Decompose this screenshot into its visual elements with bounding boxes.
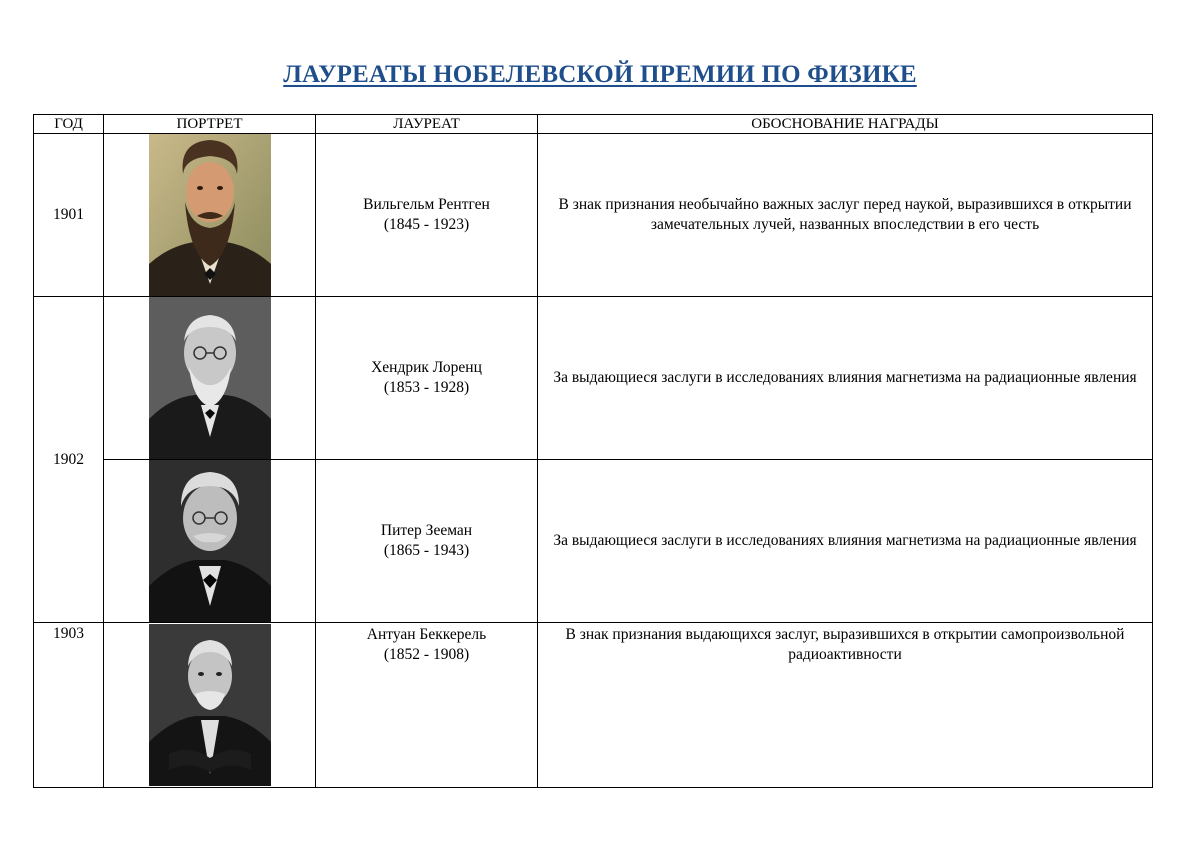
laureates-table [33,114,1153,788]
portrait-cell [104,134,316,297]
year-cell: 1903 [34,623,104,788]
portrait-lorentz [149,297,271,459]
portrait-becquerel [149,624,271,786]
portrait-cell [104,460,316,623]
portrait-cell [104,623,316,788]
header-laureate: ЛАУРЕАТ [316,115,538,134]
laureate-years: (1865 - 1943) [383,542,470,559]
laureate-name: Хендрик Лоренц [371,359,482,376]
page-title: ЛАУРЕАТЫ НОБЕЛЕВСКОЙ ПРЕМИИ ПО ФИЗИКЕ [283,61,917,88]
laureate-cell [316,297,538,460]
laureate-cell [316,623,538,788]
table-row [34,460,1153,623]
header-reason: ОБОСНОВАНИЕ НАГРАДЫ [538,115,1153,134]
year-cell: 1902 [34,297,104,623]
laureate-name: Питер Зееман [380,522,473,539]
laureate-years: (1845 - 1923) [383,216,470,233]
reason-cell: В знак признания выдающихся заслуг, выразившихся в открытии самопроизвольной радиоактивности [538,623,1153,788]
header-portrait: ПОРТРЕТ [104,115,316,134]
table-row [34,297,1153,460]
reason-cell: В знак признания необычайно важных заслуг перед наукой, выразившихся в открытии замечательных лучей, названных впоследствии в его честь [538,134,1153,297]
laureate-name: Вильгельм Рентген [363,196,490,213]
header-year: ГОД [34,115,104,134]
table-header-row [34,115,1153,134]
laureate-cell [316,134,538,297]
portrait-cell [104,297,316,460]
laureate-cell [316,460,538,623]
table-row [34,134,1153,297]
laureate-name: Антуан Беккерель [366,626,487,643]
reason-cell: За выдающиеся заслуги в исследованиях влияния магнетизма на радиационные явления [538,297,1153,460]
laureate-years: (1853 - 1928) [383,379,470,396]
year-cell: 1901 [34,134,104,297]
reason-cell: За выдающиеся заслуги в исследованиях влияния магнетизма на радиационные явления [538,460,1153,623]
portrait-roentgen [149,134,271,296]
table-row [34,623,1153,788]
portrait-zeeman [149,460,271,622]
laureate-years: (1852 - 1908) [383,646,470,663]
